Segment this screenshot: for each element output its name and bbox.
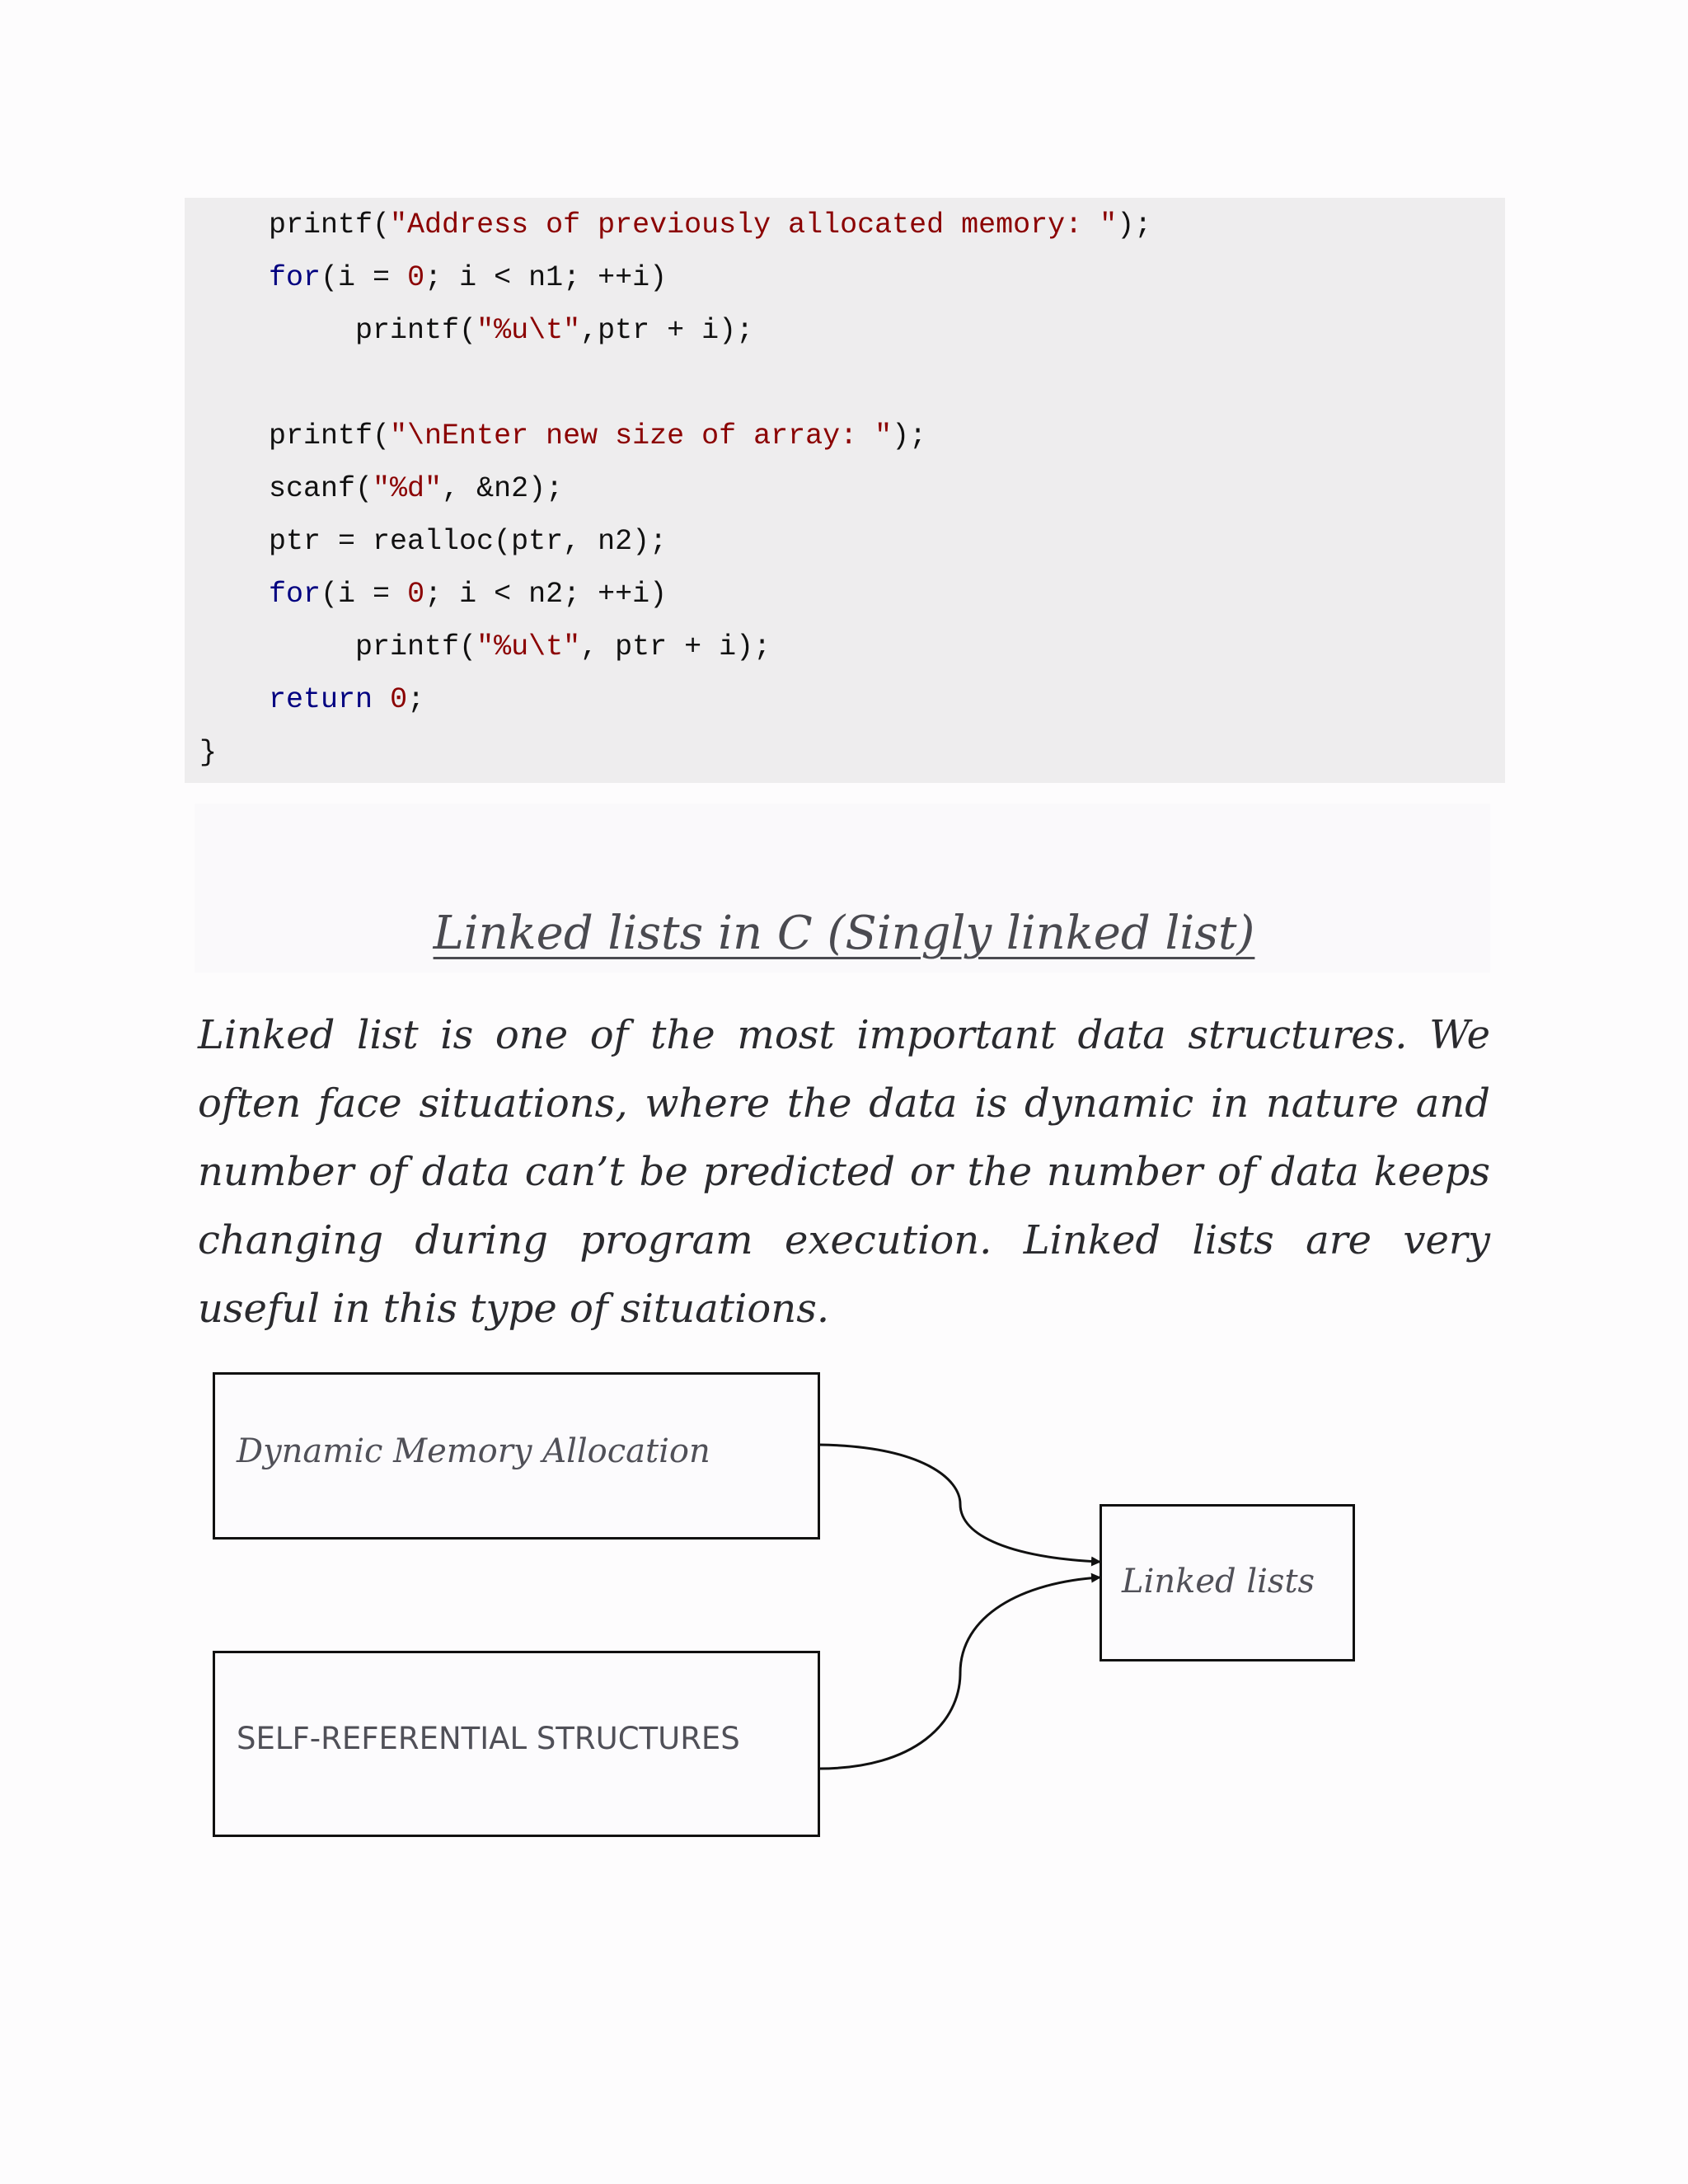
code-token: (i =: [321, 578, 408, 611]
box-dynamic-memory-label: Dynamic Memory Allocation: [237, 1432, 710, 1470]
code-token: 0: [407, 578, 425, 611]
code-token: ;: [407, 683, 425, 716]
code-token: , ptr + i);: [580, 630, 771, 663]
code-token: printf(: [355, 314, 477, 347]
code-token: );: [1117, 209, 1152, 241]
code-token: return: [269, 683, 373, 716]
code-token: "%u\t": [476, 314, 581, 347]
connector-selfref-to-linked: [819, 1577, 1100, 1769]
code-token: );: [892, 419, 927, 452]
connector-dynamic-to-linked: [819, 1445, 1100, 1562]
code-token: "%d": [373, 472, 443, 505]
code-token: printf(: [269, 419, 391, 452]
code-token: , &n2);: [442, 472, 564, 505]
box-self-referential: [213, 1651, 820, 1837]
section-paragraph: Linked list is one of the most important data structures. We often face situations, where the data is dynamic in nature and number of data can’t be predicted or the number of data keeps changing during program execution. Linked lists are very useful in this type of situations.: [198, 1012, 1490, 1332]
code-token: ptr = realloc(ptr, n2);: [269, 525, 668, 558]
code-token: ; i < n1; ++i): [424, 261, 668, 294]
box-dynamic-memory: [213, 1372, 820, 1540]
box-linked-lists: [1100, 1504, 1355, 1661]
box-linked-lists-label: Linked lists: [1122, 1563, 1315, 1601]
code-token: }: [199, 736, 218, 769]
code-token: "Address of previously allocated memory: ": [390, 209, 1118, 241]
code-token: printf(: [269, 209, 391, 241]
box-self-referential-label: SELF-REFERENTIAL STRUCTURES: [237, 1721, 740, 1756]
code-token: "\nEnter new size of array: ": [390, 419, 893, 452]
code-token: ; i < n2; ++i): [424, 578, 668, 611]
section-heading: Linked lists in C (Singly linked list): [433, 907, 1255, 960]
code-token: ,ptr + i);: [580, 314, 754, 347]
code-token: printf(: [355, 630, 477, 663]
code-token: (i =: [321, 261, 408, 294]
code-token: for: [269, 578, 321, 611]
code-token: 0: [407, 261, 425, 294]
code-token: for: [269, 261, 321, 294]
code-token: 0: [390, 683, 408, 716]
code-token: "%u\t": [476, 630, 581, 663]
code-token: scanf(: [269, 472, 373, 505]
